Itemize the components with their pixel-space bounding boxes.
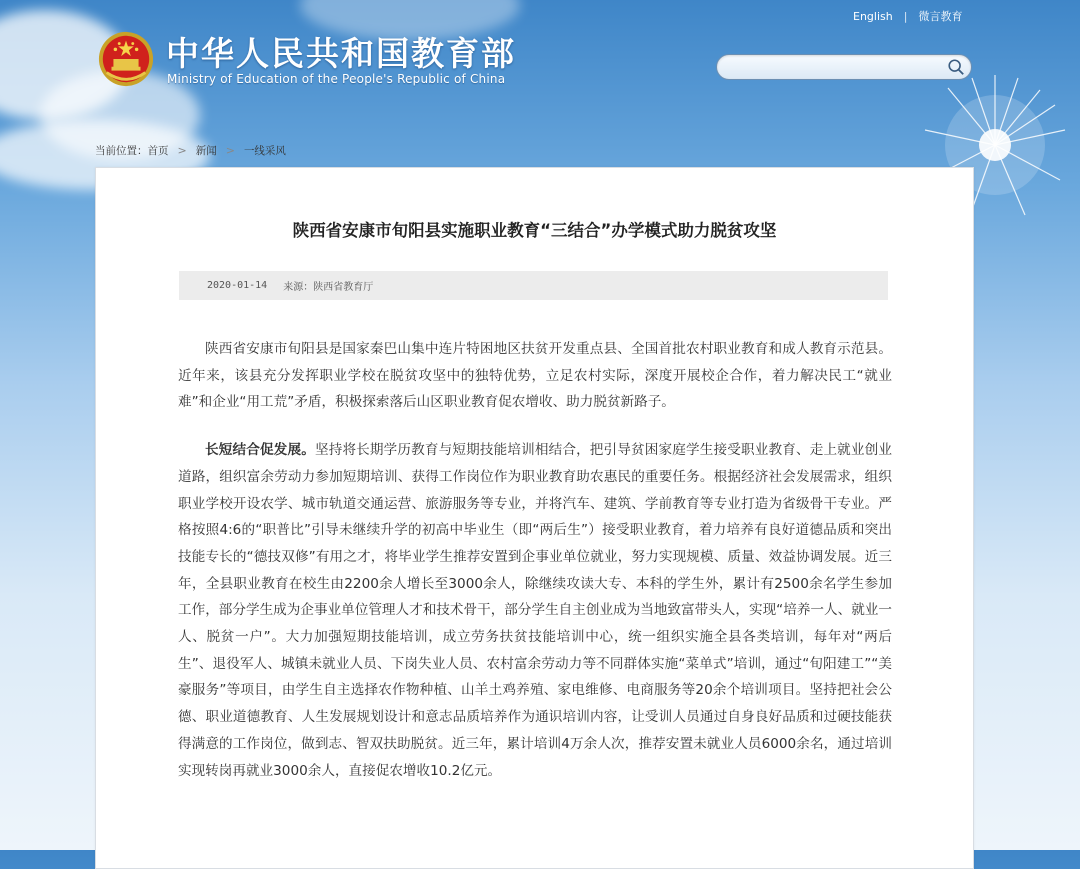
breadcrumb-news[interactable]: 新闻: [195, 145, 217, 157]
article-panel: [95, 167, 974, 869]
site-title[interactable]: 中华人民共和国教育部: [166, 34, 516, 73]
english-link[interactable]: English: [853, 9, 893, 23]
breadcrumb-prefix: 当前位置：: [95, 145, 148, 157]
article-meta: [179, 271, 888, 300]
chevron-right-icon: >: [177, 144, 187, 157]
search-box: [716, 54, 972, 80]
search-icon[interactable]: [947, 58, 965, 76]
article-paragraph: [178, 437, 892, 784]
weibo-link[interactable]: 微言教育: [918, 10, 963, 23]
paragraph-lead: 长短结合促发展。: [205, 442, 315, 459]
article-paragraph: [178, 336, 892, 416]
article-date: 2020-01-14: [207, 280, 268, 291]
paragraph-text: 陕西省安康市旬阳县是国家秦巴山集中连片特困地区扶贫开发重点县、全国首批农村职业教育和成人教育示范县。近年来，该县充分发挥职业学校在脱贫攻坚中的独特优势，立足农村实际，深度开展校企合作，着力解决民工“就业难”和企业“用工荒”矛盾，积极探索落后山区职业教育促农增收、助力脱贫新路子。: [178, 341, 892, 411]
breadcrumb: [95, 143, 286, 158]
link-divider: |: [903, 9, 908, 23]
breadcrumb-frontline[interactable]: 一线采风: [243, 145, 286, 157]
search-input[interactable]: [727, 58, 941, 77]
site-subtitle: Ministry of Education of the People's Republic of China: [167, 72, 506, 86]
article-body: [178, 336, 892, 805]
paragraph-text: 坚持将长期学历教育与短期技能培训相结合，把引导贫困家庭学生接受职业教育、走上就业创业道路，组织富余劳动力参加短期培训、获得工作岗位作为职业教育助农惠民的重要任务。根据经济社会发展需求，组织职业学校开设农学、城市轨道交通运营、旅游服务等专业，并将汽车、建筑、学前教育等专业打造为省级骨干专业。严格按照4:6的“职普比”引导未继续升学的初高中毕业生（即“两后生”）接受职业教育，着力培养有良好道德品质和突出技能专长的“德技双修”有用之才，将毕业学生推荐安置到企事业单位就业，努力实现规模、质量、效益协调发展。近三年，全县职业教育在校生由2200余人增长至3000余人，除继续攻读大专、本科的学生外，累计有2500余名学生参加工作，部分学生成为企事业单位管理人才和技术骨干，部分学生自主创业成为当地致富带头人，实现“培养一人、就业一人、脱贫一户”。大力加强短期技能培训，成立劳务扶贫技能培训中心，统一组织实施全县各类培训，每年对“两后生”、退役军人、城镇未就业人员、下岗失业人员、农村富余劳动力等不同群体实施“菜单式”培训，通过“旬阳建工”“美豪服务”等项目，由学生自主选择农作物种植、山羊土鸡养殖、家电维修、电商服务等20余个培训项目。坚持把社会公德、职业道德教育、人生发展规划设计和意志品质培养作为通识培训内容，让受训人员通过自身良好品质和过硬技能获得满意的工作岗位，做到志、智双扶助脱贫。近三年，累计培训4万余人次，推荐安置未就业人员6000余名，通过培训实现转岗再就业3000余人，直接促农增收10.2亿元。: [178, 442, 893, 779]
article-title: 陕西省安康市旬阳县实施职业教育“三结合”办学模式助力脱贫攻坚: [292, 221, 777, 240]
header-links: [853, 8, 962, 24]
national-emblem-icon[interactable]: [97, 30, 155, 88]
chevron-right-icon: >: [225, 144, 235, 157]
article-source: 来源：陕西省教育厅: [283, 282, 374, 293]
breadcrumb-home[interactable]: 首页: [147, 145, 169, 157]
